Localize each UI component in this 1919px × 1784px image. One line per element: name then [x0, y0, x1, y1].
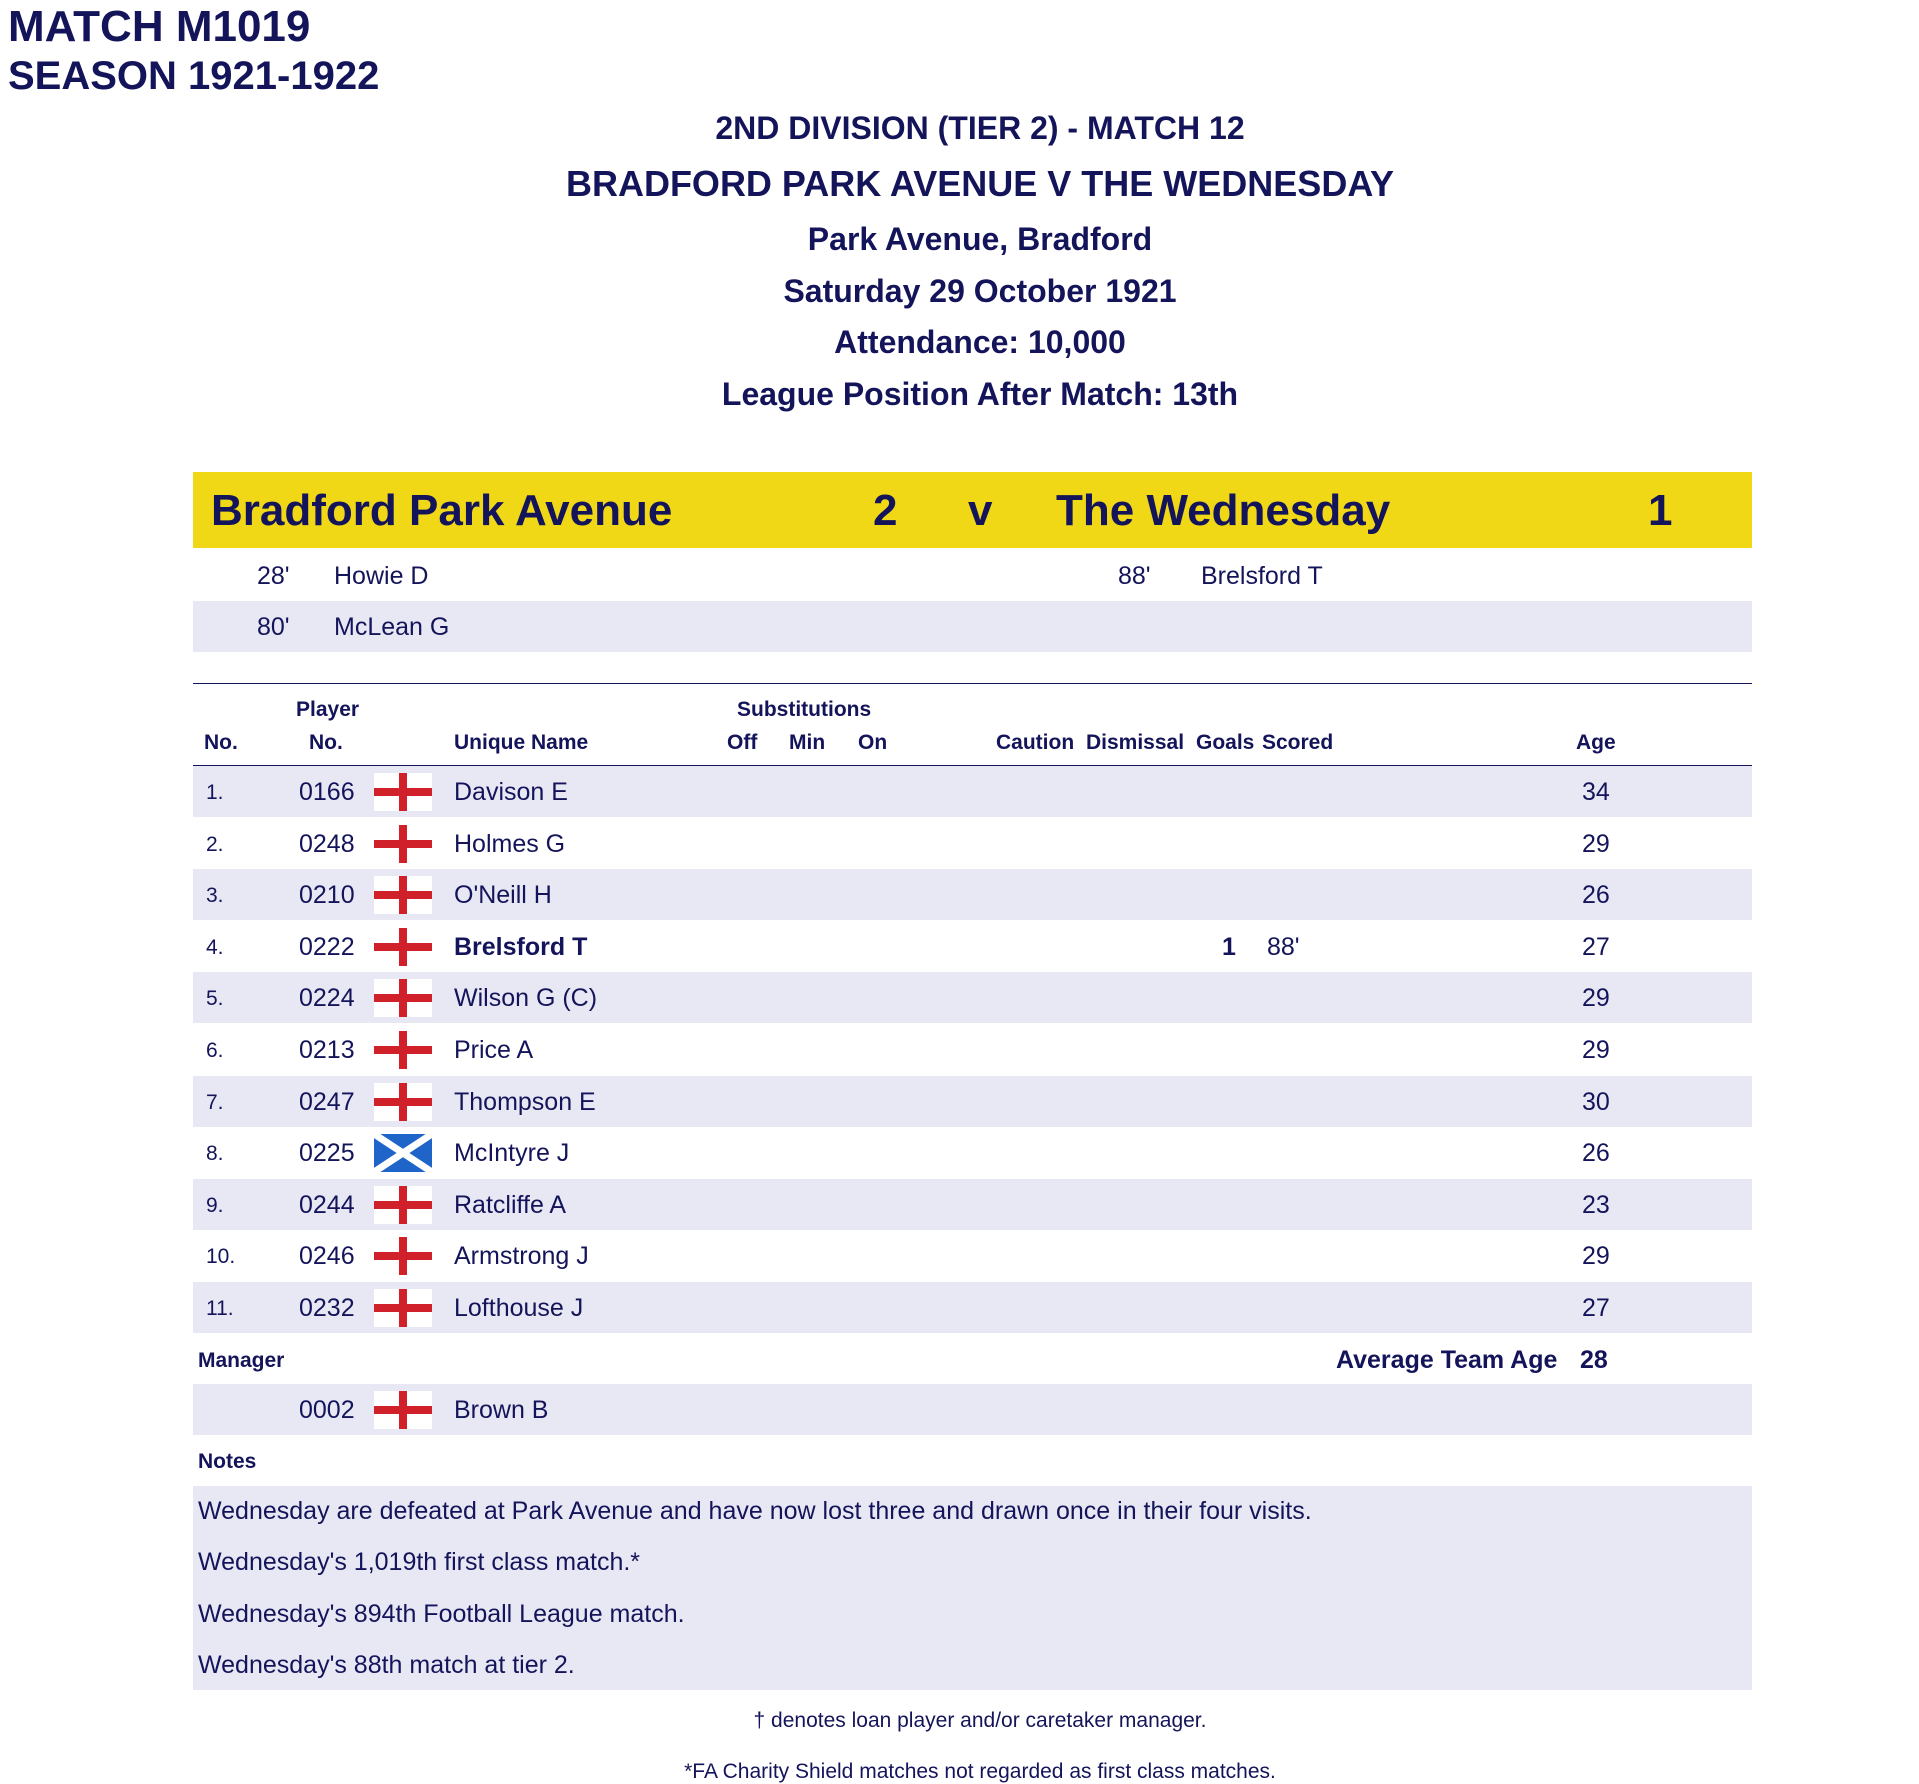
player-age: 23 [1582, 1191, 1610, 1219]
home-scorer-name: McLean G [334, 613, 450, 641]
competition-title: 2ND DIVISION (TIER 2) - MATCH 12 [715, 110, 1245, 146]
player-number: 0248 [299, 830, 355, 858]
england-flag-icon [374, 1083, 432, 1121]
england-flag-icon [374, 1289, 432, 1327]
note-line: Wednesday are defeated at Park Avenue and have now lost three and drawn once in their four visits. [198, 1497, 1312, 1525]
average-age-label: Average Team Age [1336, 1346, 1558, 1374]
home-scorer-minute: 28' [257, 562, 290, 590]
player-number: 0210 [299, 881, 355, 909]
row-number: 1. [206, 781, 224, 804]
scorer-row [193, 601, 1752, 652]
col-player-no-bottom: No. [309, 731, 343, 754]
col-scored: Scored [1262, 731, 1334, 754]
row-number: 11. [206, 1297, 234, 1320]
note-line: Wednesday's 894th Football League match. [198, 1600, 685, 1628]
manager-number: 0002 [299, 1396, 355, 1424]
row-number: 3. [206, 884, 224, 907]
row-number: 5. [206, 987, 224, 1010]
away-scorer-minute: 88' [1118, 562, 1151, 590]
player-number: 0222 [299, 933, 355, 961]
england-flag-icon [374, 773, 432, 811]
player-name: Thompson E [454, 1088, 596, 1116]
versus-label: v [968, 486, 993, 535]
player-number: 0213 [299, 1036, 355, 1064]
player-name: McIntyre J [454, 1139, 570, 1167]
manager-label: Manager [198, 1349, 285, 1372]
player-number: 0232 [299, 1294, 355, 1322]
england-flag-icon [374, 1391, 432, 1429]
col-min: Min [789, 731, 826, 754]
away-score: 1 [1648, 486, 1673, 535]
england-flag-icon [374, 979, 432, 1017]
row-number: 4. [206, 936, 224, 959]
col-no: No. [204, 731, 238, 754]
fixture-title: BRADFORD PARK AVENUE V THE WEDNESDAY [565, 163, 1395, 204]
player-name: Armstrong J [454, 1242, 589, 1270]
notes-label: Notes [198, 1450, 257, 1473]
player-number: 0224 [299, 984, 355, 1012]
home-scorer-minute: 80' [257, 613, 290, 641]
venue: Park Avenue, Bradford [807, 221, 1153, 257]
row-number: 7. [206, 1091, 224, 1114]
player-number: 0244 [299, 1191, 355, 1219]
player-age: 27 [1582, 1294, 1610, 1322]
col-goals: Goals [1196, 731, 1255, 754]
england-flag-icon [374, 825, 432, 863]
player-name: O'Neill H [454, 881, 552, 909]
match-date: Saturday 29 October 1921 [783, 273, 1177, 309]
table-top-rule [193, 683, 1752, 684]
col-on: On [858, 731, 888, 754]
score-bar [193, 472, 1752, 548]
note-line: Wednesday's 1,019th first class match.* [198, 1548, 641, 1576]
goal-minute: 88' [1267, 933, 1300, 961]
scotland-flag-icon [374, 1134, 432, 1172]
player-age: 29 [1582, 830, 1610, 858]
england-flag-icon [374, 876, 432, 914]
charity-shield-footnote: *FA Charity Shield matches not regarded as first class matches. [684, 1760, 1276, 1783]
player-age: 34 [1582, 778, 1610, 806]
england-flag-icon [374, 928, 432, 966]
loan-footnote: † denotes loan player and/or caretaker manager. [753, 1709, 1207, 1732]
home-scorer-name: Howie D [334, 562, 429, 590]
home-team-name: Bradford Park Avenue [211, 486, 673, 535]
england-flag-icon [374, 1186, 432, 1224]
player-name: Holmes G [454, 830, 566, 858]
note-line: Wednesday's 88th match at tier 2. [198, 1651, 575, 1679]
england-flag-icon [374, 1031, 432, 1069]
row-number: 6. [206, 1039, 224, 1062]
manager-name: Brown B [454, 1396, 549, 1424]
attendance: Attendance: 10,000 [834, 324, 1126, 360]
col-unique-name: Unique Name [454, 731, 589, 754]
player-age: 29 [1582, 1036, 1610, 1064]
col-caution: Caution [996, 731, 1075, 754]
player-name: Ratcliffe A [454, 1191, 567, 1219]
goals-count: 1 [1222, 933, 1236, 961]
player-age: 26 [1582, 881, 1610, 909]
player-number: 0247 [299, 1088, 355, 1116]
away-scorer-name: Brelsford T [1201, 562, 1323, 590]
player-age: 27 [1582, 933, 1610, 961]
player-number: 0225 [299, 1139, 355, 1167]
england-flag-icon [374, 1237, 432, 1275]
player-age: 29 [1582, 984, 1610, 1012]
player-name: Lofthouse J [454, 1294, 584, 1322]
player-name: Wilson G (C) [454, 984, 598, 1012]
row-number: 2. [206, 833, 224, 856]
col-age: Age [1576, 731, 1616, 754]
row-number: 8. [206, 1142, 224, 1165]
player-number: 0166 [299, 778, 355, 806]
home-score: 2 [873, 486, 898, 535]
player-number: 0246 [299, 1242, 355, 1270]
away-team-name: The Wednesday [1056, 486, 1391, 535]
player-age: 29 [1582, 1242, 1610, 1270]
player-name: Davison E [454, 778, 568, 806]
player-name: Price A [454, 1036, 534, 1064]
league-position: League Position After Match: 13th [721, 376, 1239, 412]
col-dismissal: Dismissal [1086, 731, 1185, 754]
season-label: SEASON 1921-1922 [8, 54, 380, 98]
average-age-value: 28 [1580, 1346, 1608, 1374]
player-age: 26 [1582, 1139, 1610, 1167]
col-player-no-top: Player [296, 698, 360, 721]
player-age: 30 [1582, 1088, 1610, 1116]
scorer-row [193, 550, 1752, 601]
row-number: 9. [206, 1194, 224, 1217]
col-substitutions: Substitutions [737, 698, 872, 721]
player-name: Brelsford T [454, 933, 588, 961]
row-number: 10. [206, 1245, 236, 1268]
match-id: MATCH M1019 [8, 2, 311, 51]
col-off: Off [727, 731, 758, 754]
